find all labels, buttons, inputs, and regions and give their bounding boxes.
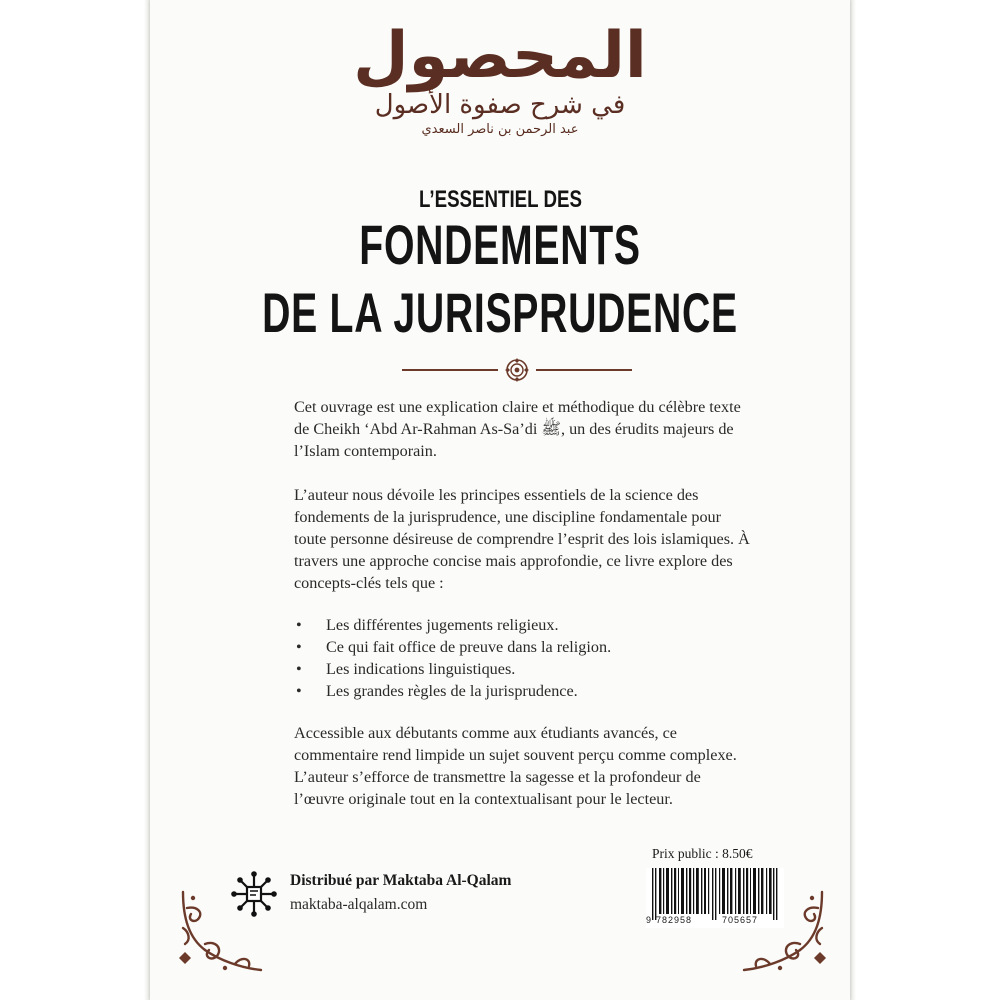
- arabic-author: عبد الرحمن بن ناصر السعدي: [421, 122, 579, 137]
- intro-paragraph: Cet ouvrage est une explication claire et méthodique du célèbre texte de Cheikh ‘Abd Ar-Rahman As-Sa’di ﷺ, un des érudits majeurs de l’Islam contemporain.: [294, 398, 741, 460]
- list-item: • Les différentes jugements religieux.: [294, 614, 754, 636]
- title-supertitle: L’ESSENTIEL DES: [418, 186, 582, 213]
- arabic-calligraphy-title: [150, 18, 850, 138]
- corner-ornament-right: [740, 888, 830, 978]
- corner-ornament-left: [175, 888, 265, 978]
- list-item: • Les indications linguistiques.: [294, 658, 754, 680]
- publisher-website: maktaba-alqalam.com: [290, 896, 428, 913]
- isbn-group-1: 782958: [656, 915, 693, 925]
- description-text: [294, 396, 754, 810]
- ornament-divider: [402, 358, 632, 382]
- retail-price: Prix public : 8.50€: [652, 846, 753, 861]
- list-item: • Les grandes règles de la jurisprudence.: [294, 680, 754, 702]
- isbn-group-2: 705657: [722, 915, 759, 925]
- cover-right-edge: [850, 0, 856, 1000]
- publisher-block: [230, 868, 590, 928]
- distributor-name: Distribué par Maktaba Al-Qalam: [290, 872, 512, 889]
- french-title: [150, 186, 850, 344]
- arabic-main-title: المحصول: [353, 19, 647, 93]
- concept-list: [294, 614, 754, 702]
- title-line-1: FONDEMENTS: [359, 213, 641, 276]
- audience-paragraph: Accessible aux débutants comme aux étudiants avancés, ce commentaire rend limpide un sujet souvent perçu comme complexe. L’auteur s’efforce de transmettre la sagesse et la profondeur de l’œuvre originale tout en la contextualisant pour le lecteur.: [294, 724, 737, 808]
- isbn-lead-digit: 9: [646, 915, 653, 925]
- list-item: • Ce qui fait office de preuve dans la religion.: [294, 636, 754, 658]
- title-line-2: DE LA JURISPRUDENCE: [262, 281, 738, 344]
- arabic-subtitle: في شرح صفوة الأصول: [374, 90, 626, 120]
- author-paragraph: L’auteur nous dévoile les principes essentiels de la science des fondements de la jurisprudence, une discipline fondamentale pour toute personne désireuse de comprendre l’esprit des lois islamiques. À travers une approche concise mais approfondie, ce livre explore des concepts-clés tels que :: [294, 486, 750, 592]
